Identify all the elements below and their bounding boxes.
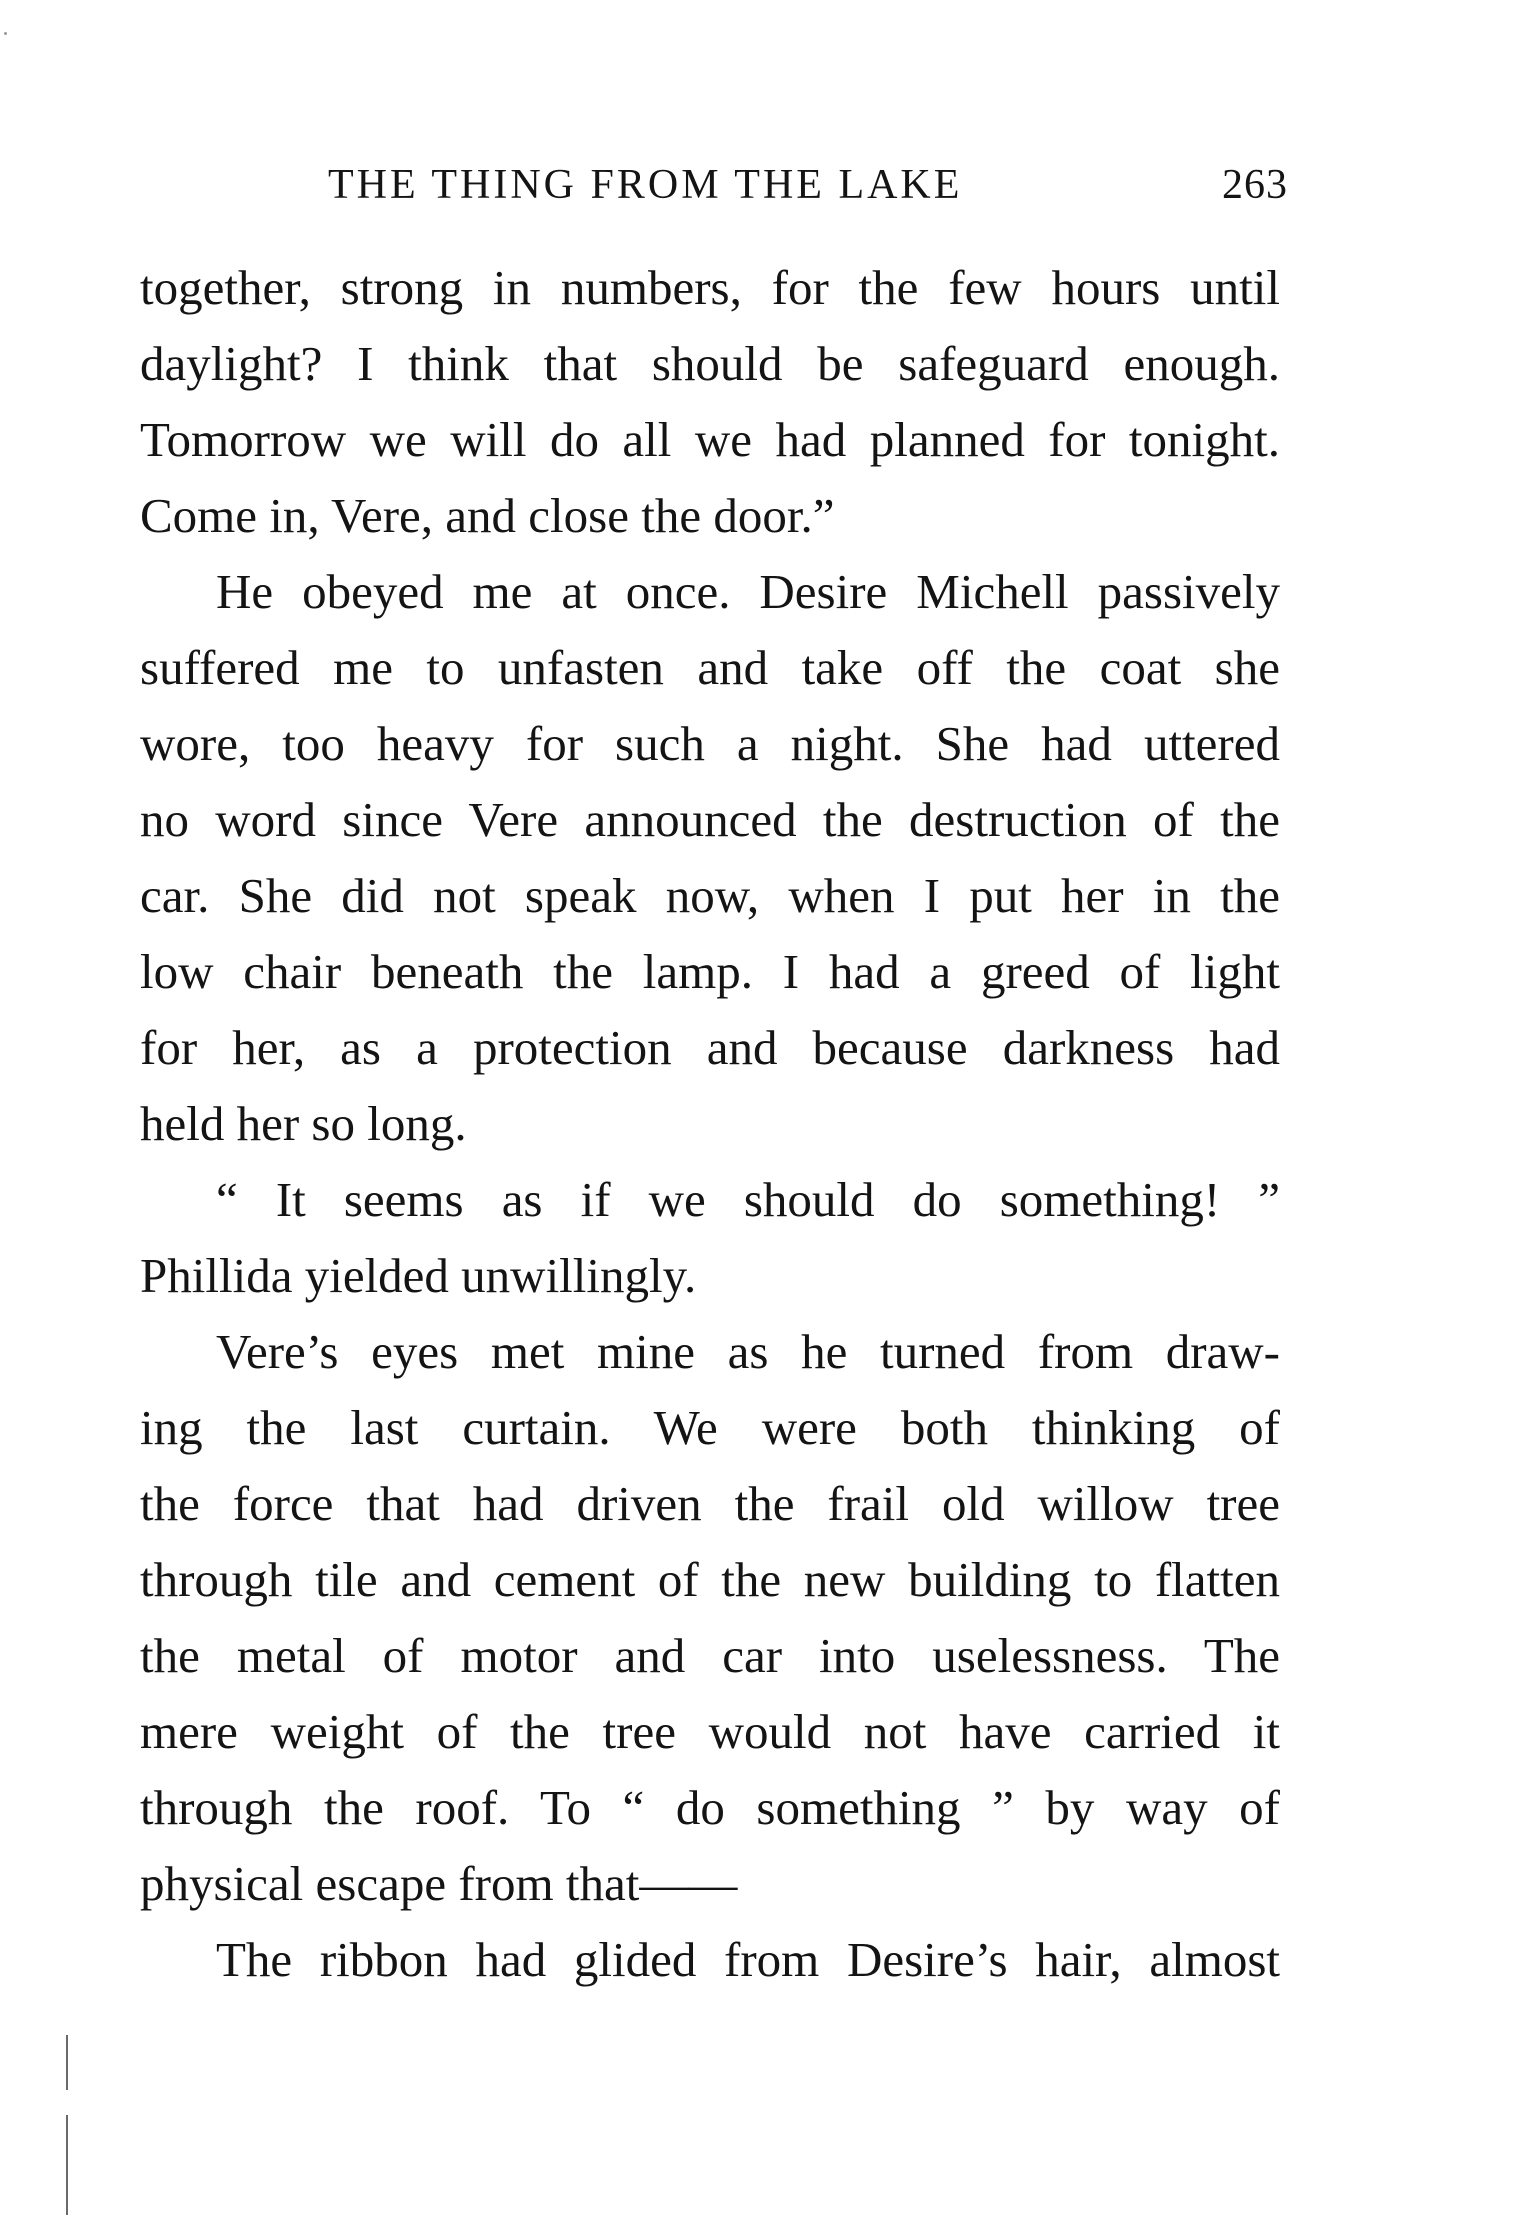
text-line: low chair beneath the lamp. I had a greed of light — [140, 944, 1280, 999]
binding-edge-mark — [66, 2115, 68, 2215]
text-line: mere weight of the tree would not have carried it — [140, 1704, 1280, 1759]
running-title: THE THING FROM THE LAKE — [328, 162, 963, 208]
text-line: ing the last curtain. We were both thinking of — [140, 1400, 1280, 1455]
text-line: Vere’s eyes met mine as he turned from draw- — [216, 1324, 1280, 1379]
text-line: the metal of motor and car into uselessness. The — [140, 1628, 1280, 1683]
text-line: “ It seems as if we should do something! ” — [216, 1172, 1280, 1227]
text-line: held her so long. — [140, 1096, 467, 1151]
scan-speck — [4, 32, 7, 35]
text-line: for her, as a protection and because darkness had — [140, 1020, 1280, 1075]
text-line: car. She did not speak now, when I put her in the — [140, 868, 1280, 923]
text-line: physical escape from that—— — [140, 1856, 738, 1911]
text-line: He obeyed me at once. Desire Michell passively — [216, 564, 1280, 619]
text-line: wore, too heavy for such a night. She had uttered — [140, 716, 1280, 771]
page-number: 263 — [1222, 162, 1288, 208]
text-line: no word since Vere announced the destruction of the — [140, 792, 1280, 847]
binding-edge-mark — [66, 2035, 68, 2090]
text-line: Phillida yielded unwillingly. — [140, 1248, 697, 1303]
text-line: suffered me to unfasten and take off the coat she — [140, 640, 1280, 695]
text-line: Come in, Vere, and close the door.” — [140, 488, 835, 543]
text-line: together, strong in numbers, for the few hours until — [140, 260, 1280, 315]
text-line: through the roof. To “ do something ” by way of — [140, 1780, 1280, 1835]
running-head — [328, 155, 1288, 215]
text-line: through tile and cement of the new building to flatten — [140, 1552, 1280, 1607]
text-line: Tomorrow we will do all we had planned for tonight. — [140, 412, 1280, 467]
text-line: The ribbon had glided from Desire’s hair, almost — [216, 1932, 1280, 1987]
text-line: the force that had driven the frail old willow tree — [140, 1476, 1280, 1531]
text-line: daylight? I think that should be safeguard enough. — [140, 336, 1280, 391]
body-text — [140, 250, 1280, 1998]
